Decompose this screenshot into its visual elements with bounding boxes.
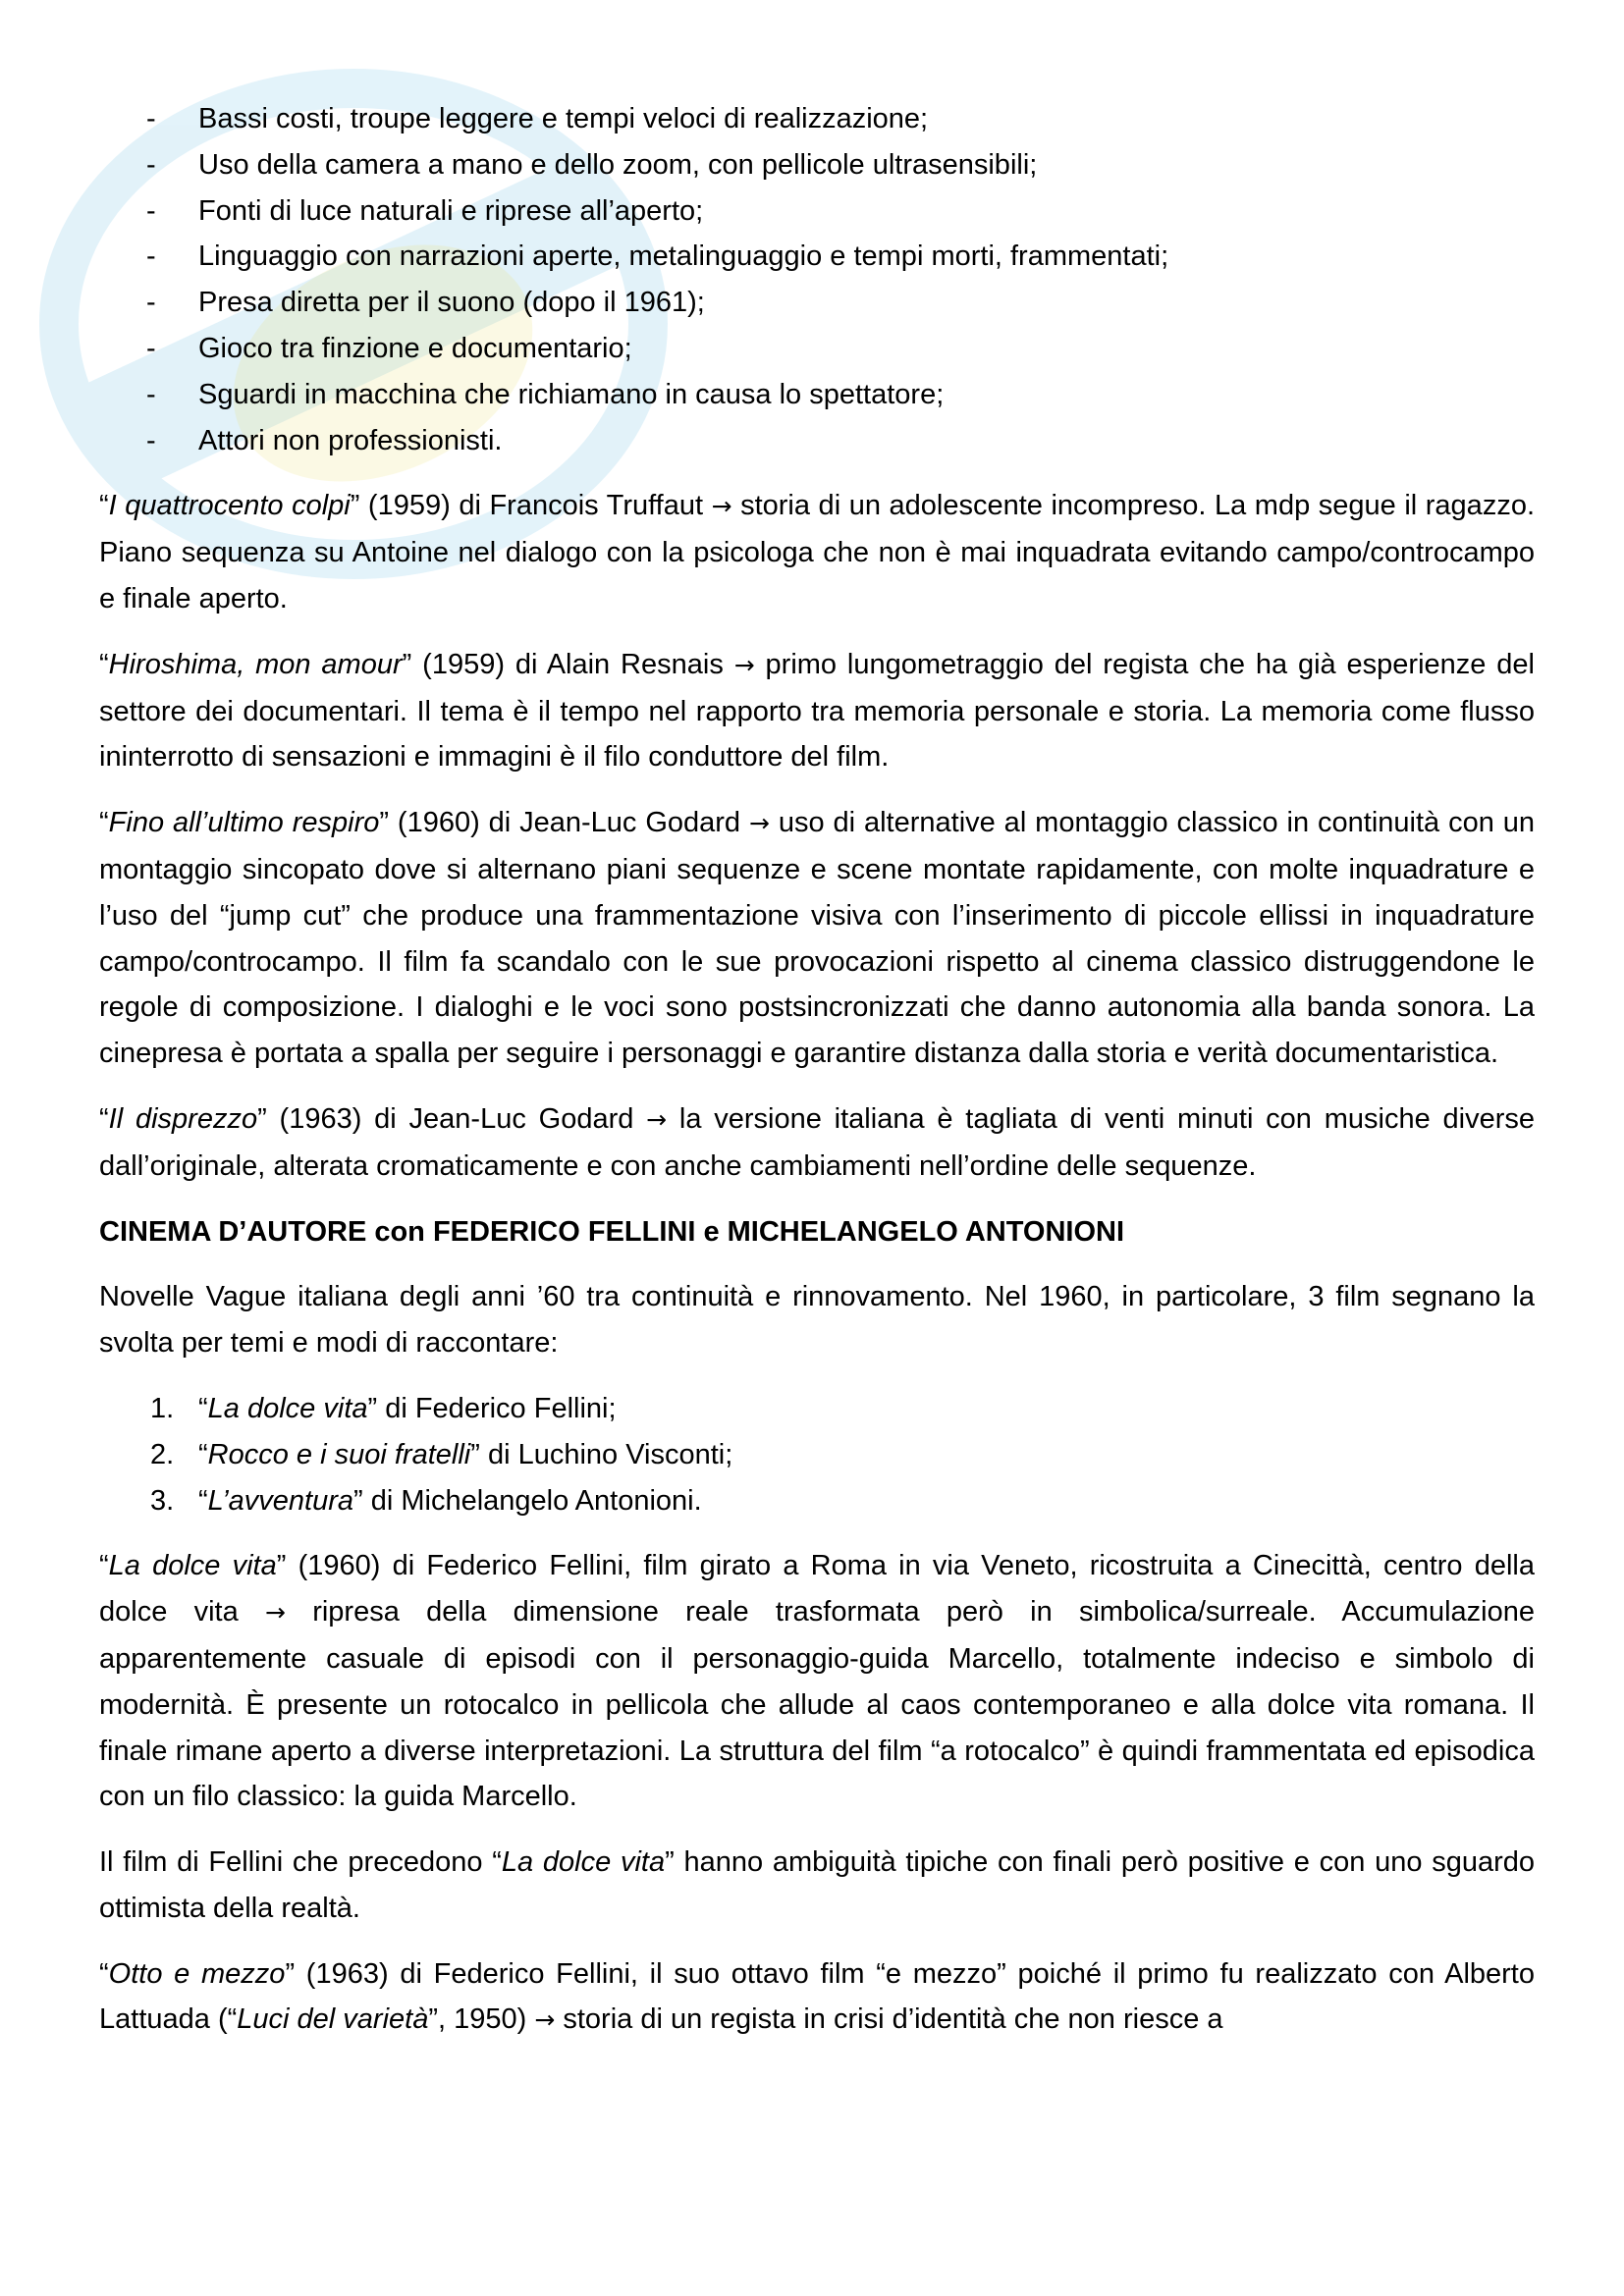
arrow-icon: → — [711, 492, 732, 521]
paragraph-truffaut: “I quattrocento colpi” (1959) di Francois Truffaut → storia di un adolescente incompreso. La mdp segue il ragazzo. Piano sequenza su Antoine nel dialogo con la psicologa che non è mai inquadrata evitando campo/controcampo e finale aperto. — [99, 490, 1535, 614]
list-item: - Presa diretta per il suono (dopo il 1961); — [99, 280, 1535, 326]
arrow-icon: → — [534, 2005, 556, 2035]
paragraph-godard-contempt: “Il disprezzo” (1963) di Jean-Luc Godard → la versione italiana è tagliata di venti minuti con musiche diverse dall’originale, alterata cromaticamente e con anche cambiamenti nell’ordine delle sequenze. — [99, 1102, 1535, 1182]
film-list — [99, 1386, 1535, 1523]
film-title: I quattrocento colpi — [108, 490, 351, 522]
paragraph-otto-e-mezzo: “Otto e mezzo” (1963) di Federico Fellini, il suo ottavo film “e mezzo” poiché il primo fu realizzato con Alberto Lattuada (“Luci del varietà”, 1950) → storia di un regista in crisi d’identità che non riesce a — [99, 1957, 1535, 2036]
list-item: - Gioco tra finzione e documentario; — [99, 326, 1535, 372]
film-title: Rocco e i suoi fratelli — [207, 1438, 471, 1470]
film-title: La dolce vita — [108, 1550, 277, 1582]
film-title: Fino all’ultimo respiro — [108, 807, 380, 839]
list-item: 3. “L’avventura” di Michelangelo Antonioni. — [99, 1478, 1535, 1524]
film-title: L’avventura — [207, 1484, 353, 1517]
list-item: - Bassi costi, troupe leggere e tempi veloci di realizzazione; — [99, 96, 1535, 142]
document-page — [99, 96, 1535, 2063]
arrow-icon: → — [646, 1104, 668, 1134]
section-heading: CINEMA D’AUTORE con FEDERICO FELLINI e MICHELANGELO ANTONIONI — [99, 1215, 1125, 1248]
list-item: - Uso della camera a mano e dello zoom, con pellicole ultrasensibili; — [99, 142, 1535, 188]
film-title: Hiroshima, mon amour — [108, 648, 403, 680]
paragraph-resnais: “Hiroshima, mon amour” (1959) di Alain Resnais → primo lungometraggio del regista che ha già esperienze del settore dei documentari. Il tema è il tempo nel rapporto tra memoria personale e storia. La memoria come flusso ininterrotto di sensazioni e immagini è il filo conduttore del film. — [99, 648, 1535, 774]
film-title: Otto e mezzo — [108, 1957, 286, 1990]
list-item: - Attori non professionisti. — [99, 418, 1535, 464]
paragraph-dolce-vita: “La dolce vita” (1960) di Federico Fellini, film girato a Roma in via Veneto, ricostruita a Cinecittà, centro della dolce vita → ripresa della dimensione reale trasformata però in simbolica/surreale. Accumulazione apparentemente casuale di episodi con il personaggio-guida Marcello, totalmente indeciso e simbolo di modernità. È presente un rotocalco in pellicola che allude al caos contemporaneo e alla dolce vita romana. Il finale rimane aperto a diverse interpretazioni. La struttura del film “a rotocalco” è quindi frammentata ed episodica con un filo classico: la guida Marcello. — [99, 1550, 1536, 1813]
paragraph-godard-breathless: “Fino all’ultimo respiro” (1960) di Jean-Luc Godard → uso di alternative al montaggio classico in continuità con un montaggio sincopato dove si alternano piani sequenze e scene montate rapidamente, con molte inquadrature e l’uso del “jump cut” che produce una frammentazione visiva con l’inserimento di piccole ellissi in inquadrature campo/controcampo. Il film fa scandalo con le sue provocazioni rispetto al cinema classico distruggendone le regole di composizione. I dialoghi e le voci sono postsincronizzati che danno autonomia alla banda sonora. La cinepresa è portata a spalla per seguire i personaggi e garantire distanza dalla storia e verità documentaristica. — [99, 807, 1535, 1070]
list-item: 1. “La dolce vita” di Federico Fellini; — [99, 1386, 1535, 1432]
list-item: 2. “Rocco e i suoi fratelli” di Luchino Visconti; — [99, 1432, 1535, 1478]
film-title: Il disprezzo — [108, 1102, 258, 1135]
feature-list — [99, 96, 1535, 463]
paragraph-intro: Novelle Vague italiana degli anni ’60 tra continuità e rinnovamento. Nel 1960, in particolare, 3 film segnano la svolta per temi e modi di raccontare: — [99, 1281, 1535, 1360]
paragraph-fellini-previous: Il film di Fellini che precedono “La dolce vita” hanno ambiguità tipiche con finali però positive e con uno sguardo ottimista della realtà. — [99, 1846, 1536, 1924]
film-title: La dolce vita — [501, 1846, 666, 1879]
film-title: La dolce vita — [207, 1392, 368, 1424]
list-item: - Linguaggio con narrazioni aperte, metalinguaggio e tempi morti, frammentati; — [99, 234, 1535, 280]
list-item: - Fonti di luce naturali e riprese all’aperto; — [99, 188, 1535, 235]
arrow-icon: → — [748, 809, 770, 838]
arrow-icon: → — [264, 1598, 286, 1628]
arrow-icon: → — [733, 650, 755, 679]
film-title: Luci del varietà — [237, 2003, 429, 2036]
list-item: - Sguardi in macchina che richiamano in causa lo spettatore; — [99, 372, 1535, 418]
